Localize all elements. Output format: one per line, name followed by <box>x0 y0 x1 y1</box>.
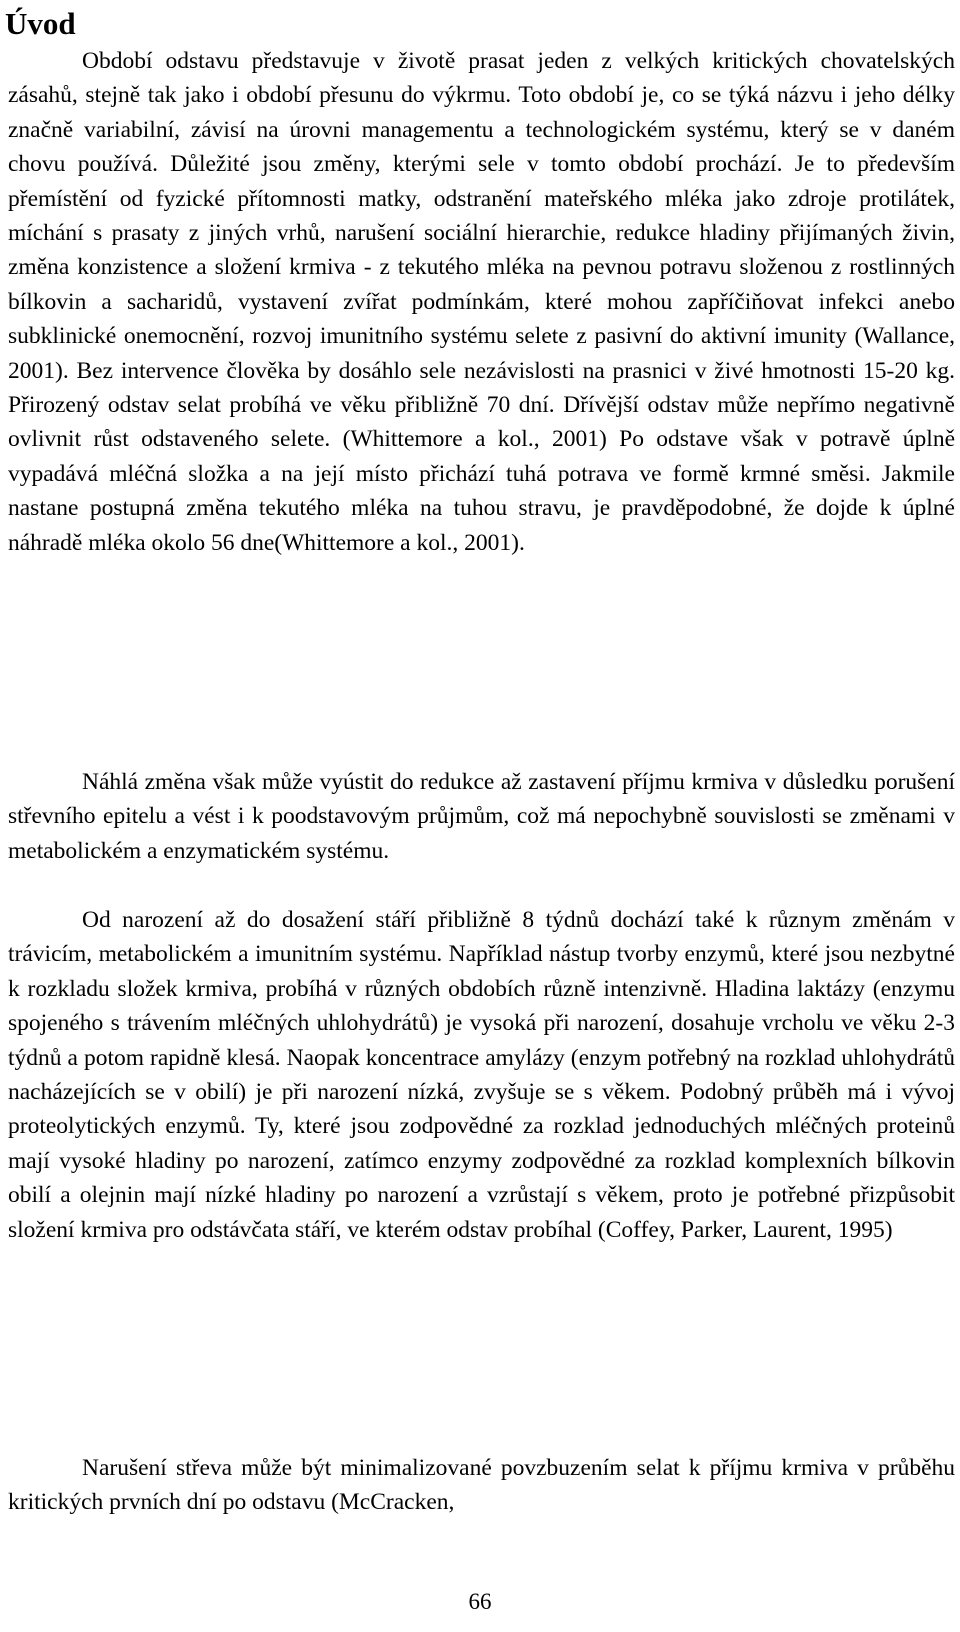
section-heading: Úvod <box>5 6 76 41</box>
page-number: 66 <box>468 1589 492 1614</box>
paragraph-enzyme-development: Od narození až do dosažení stáří přibližně 8 týdnů dochází také k různym změnám v trávicím, metabolickém a imunitním systému. Například nástup tvorby enzymů, které jsou nezbytné k rozkladu složek krmiva, probíhá v různých obdobích různě intenzivně. Hladina laktázy (enzymu spojeného s trávením mléčných uhlohydrátů) je vysoká při narození, dosahuje vrcholu ve věku 2-3 týdnů a potom rapidně klesá. Naopak koncentrace amylázy (enzym potřebný na rozklad uhlohydrátů nacházejících se v obilí) je při narození nízká, zvyšuje se s věkem. Podobný průběh má i vývoj proteolytických enzymů. Ty, které jsou zodpovědné za rozklad jednoduchých mléčných proteinů mají vysoké hladiny po narození, zatímco enzymy zodpovědné za rozklad komplexních bílkovin obilí a olejnin mají nízké hladiny po narození a vzrůstají s věkem, proto je potřebné přizpůsobit složení krmiva pro odstávčata stáří, ve kterém odstav probíhal (Coffey, Parker, Laurent, 1995) <box>8 907 955 1243</box>
paragraph-sudden-change: Náhlá změna však může vyústit do redukce až zastavení příjmu krmiva v důsledku porušení střevního epitelu a vést i k poodstavovým průjmům, což má nepochybně souvislosti se změnami v metabolickém a enzymatickém systému. <box>8 769 955 864</box>
paragraph-weaning-overview: Období odstavu představuje v životě prasat jeden z velkých kritických chovatelských zásahů, stejně tak jako i období přesunu do výkrmu. Toto období je, co se týká názvu i jeho délky značně variabilní, závisí na úrovni managementu a technologickém systému, který se v daném chovu používá. Důležité jsou změny, kterými sele v tomto období prochází. Je to především přemístění od fyzické přítomnosti matky, odstranění mateřského mléka jako zdroje protilátek, míchání s prasaty z jiných vrhů, narušení sociální hierarchie, redukce hladiny přijímaných živin, změna konzistence a složení krmiva - z tekutého mléka na pevnou potravu složenou z rostlinných bílkovin a sacharidů, vystavení zvířat podmínkám, které mohou zapříčiňovat infekci anebo subklinické onemocnění, rozvoj imunitního systému selete z pasivní do aktivní imunity (Wallance, 2001). Bez intervence člověka by dosáhlo sele nezávislosti na prasnici v živé hmotnosti 15-20 kg. Přirozený odstav selat probíhá ve věku přibližně 70 dní. Dřívější odstav může nepřímo negativně ovlivnit růst odstaveného selete. (Whittemore a kol., 2001) Po odstave však v potravě úplně vypadává mléčná složka a na její místo přichází tuhá potrava ve formě krmné směsi. Jakmile nastane postupná změna tekutého mléka na tuhou stravu, je pravděpodobné, že dojde k úplné náhradě mléka okolo 56 dne(Whittemore a kol., 2001). <box>8 48 955 556</box>
paragraph-intestinal-disruption: Narušení střeva může být minimalizované povzbuzením selat k příjmu krmiva v průběhu kritických prvních dní po odstavu (McCracken, <box>8 1455 955 1516</box>
